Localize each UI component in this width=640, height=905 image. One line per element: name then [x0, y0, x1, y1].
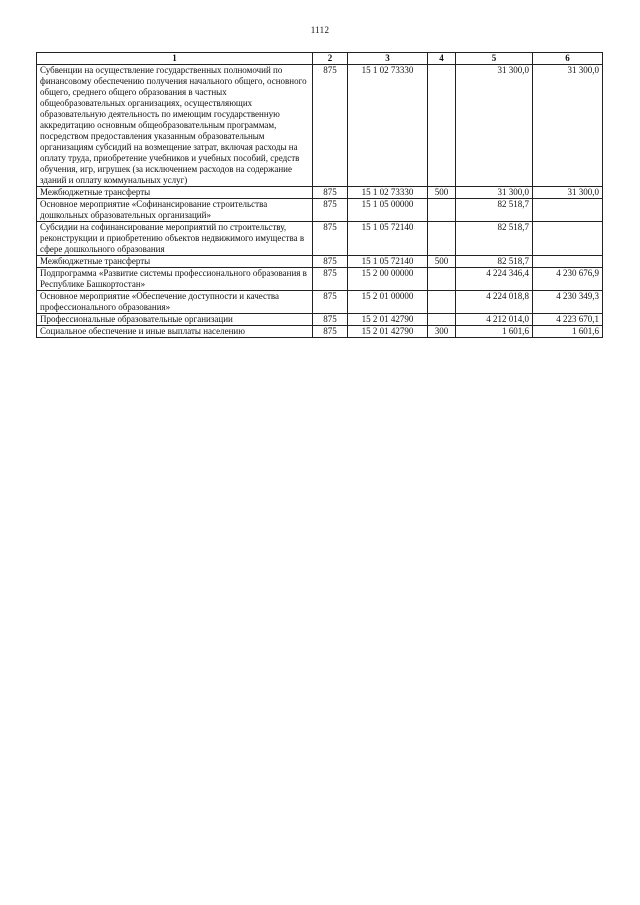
page-number: 1112 — [310, 25, 330, 35]
row-ved: 875 — [313, 314, 348, 326]
row-name: Основное мероприятие «Обеспечение доступности и качества профессионального образования» — [37, 291, 313, 314]
row-csr: 15 1 02 73330 — [348, 65, 428, 187]
row-vr — [428, 291, 456, 314]
row-name: Социальное обеспечение и иные выплаты населению — [37, 326, 313, 338]
row-sum1: 82 518,7 — [456, 199, 533, 222]
row-name: Субвенции на осуществление государственных полномочий по финансовому обеспечению получения начального общего, основного общего, среднего общего образования в частных общеобразовательных организациях, осуществляющих образовательную деятельность по имеющим государственную аккредитацию основным общеобразовательным программам, посредством предоставления указанным образовательным организациям субсидий на возмещение затрат, включая расходы на оплату труда, приобретение учебников и учебных пособий, средств обучения, игр, игрушек (за исключением расходов на содержание зданий и оплату коммунальных услуг) — [37, 65, 313, 187]
row-sum1: 4 212 014,0 — [456, 314, 533, 326]
header-cell-sum1: 5 — [456, 53, 533, 65]
row-sum1: 31 300,0 — [456, 65, 533, 187]
row-sum1: 1 601,6 — [456, 326, 533, 338]
row-csr: 15 1 02 73330 — [348, 187, 428, 199]
row-vr — [428, 199, 456, 222]
row-name: Основное мероприятие «Софинансирование строительства дошкольных образовательных организаций» — [37, 199, 313, 222]
row-sum1: 4 224 346,4 — [456, 268, 533, 291]
table-row — [37, 291, 603, 314]
row-vr: 500 — [428, 187, 456, 199]
header-cell-csr: 3 — [348, 53, 428, 65]
row-vr — [428, 65, 456, 187]
row-ved: 875 — [313, 187, 348, 199]
table-row — [37, 187, 603, 199]
row-sum2: 1 601,6 — [533, 326, 603, 338]
table-row — [37, 222, 603, 256]
row-csr: 15 2 00 00000 — [348, 268, 428, 291]
row-sum1: 82 518,7 — [456, 222, 533, 256]
row-sum2: 31 300,0 — [533, 65, 603, 187]
table-row — [37, 268, 603, 291]
header-cell-ved: 2 — [313, 53, 348, 65]
row-sum1: 82 518,7 — [456, 256, 533, 268]
table-row — [37, 199, 603, 222]
row-ved: 875 — [313, 326, 348, 338]
header-cell-vr: 4 — [428, 53, 456, 65]
row-ved: 875 — [313, 256, 348, 268]
row-name: Субсидии на софинансирование мероприятий по строительству, реконструкции и приобретению объектов недвижимого имущества в сфере дошкольного образования — [37, 222, 313, 256]
row-name: Подпрограмма «Развитие системы профессионального образования в Республике Башкортостан» — [37, 268, 313, 291]
row-sum1: 4 224 018,8 — [456, 291, 533, 314]
row-sum2 — [533, 256, 603, 268]
row-csr: 15 1 05 72140 — [348, 256, 428, 268]
budget-table — [36, 52, 603, 338]
row-vr — [428, 314, 456, 326]
table-row — [37, 256, 603, 268]
header-cell-name: 1 — [37, 53, 313, 65]
table-row — [37, 326, 603, 338]
row-vr: 300 — [428, 326, 456, 338]
row-name: Межбюджетные трансферты — [37, 256, 313, 268]
row-sum2: 4 223 670,1 — [533, 314, 603, 326]
table-row — [37, 314, 603, 326]
row-sum2: 4 230 676,9 — [533, 268, 603, 291]
header-row — [37, 53, 603, 65]
row-sum2: 4 230 349,3 — [533, 291, 603, 314]
row-csr: 15 1 05 72140 — [348, 222, 428, 256]
row-csr: 15 1 05 00000 — [348, 199, 428, 222]
row-vr — [428, 222, 456, 256]
row-vr — [428, 268, 456, 291]
row-ved: 875 — [313, 222, 348, 256]
row-ved: 875 — [313, 291, 348, 314]
row-vr: 500 — [428, 256, 456, 268]
row-ved: 875 — [313, 199, 348, 222]
row-csr: 15 2 01 00000 — [348, 291, 428, 314]
row-sum1: 31 300,0 — [456, 187, 533, 199]
row-ved: 875 — [313, 268, 348, 291]
row-name: Межбюджетные трансферты — [37, 187, 313, 199]
row-sum2: 31 300,0 — [533, 187, 603, 199]
row-ved: 875 — [313, 65, 348, 187]
row-csr: 15 2 01 42790 — [348, 326, 428, 338]
table-row — [37, 65, 603, 187]
row-name: Профессиональные образовательные организации — [37, 314, 313, 326]
row-csr: 15 2 01 42790 — [348, 314, 428, 326]
header-cell-sum2: 6 — [533, 53, 603, 65]
row-sum2 — [533, 199, 603, 222]
row-sum2 — [533, 222, 603, 256]
